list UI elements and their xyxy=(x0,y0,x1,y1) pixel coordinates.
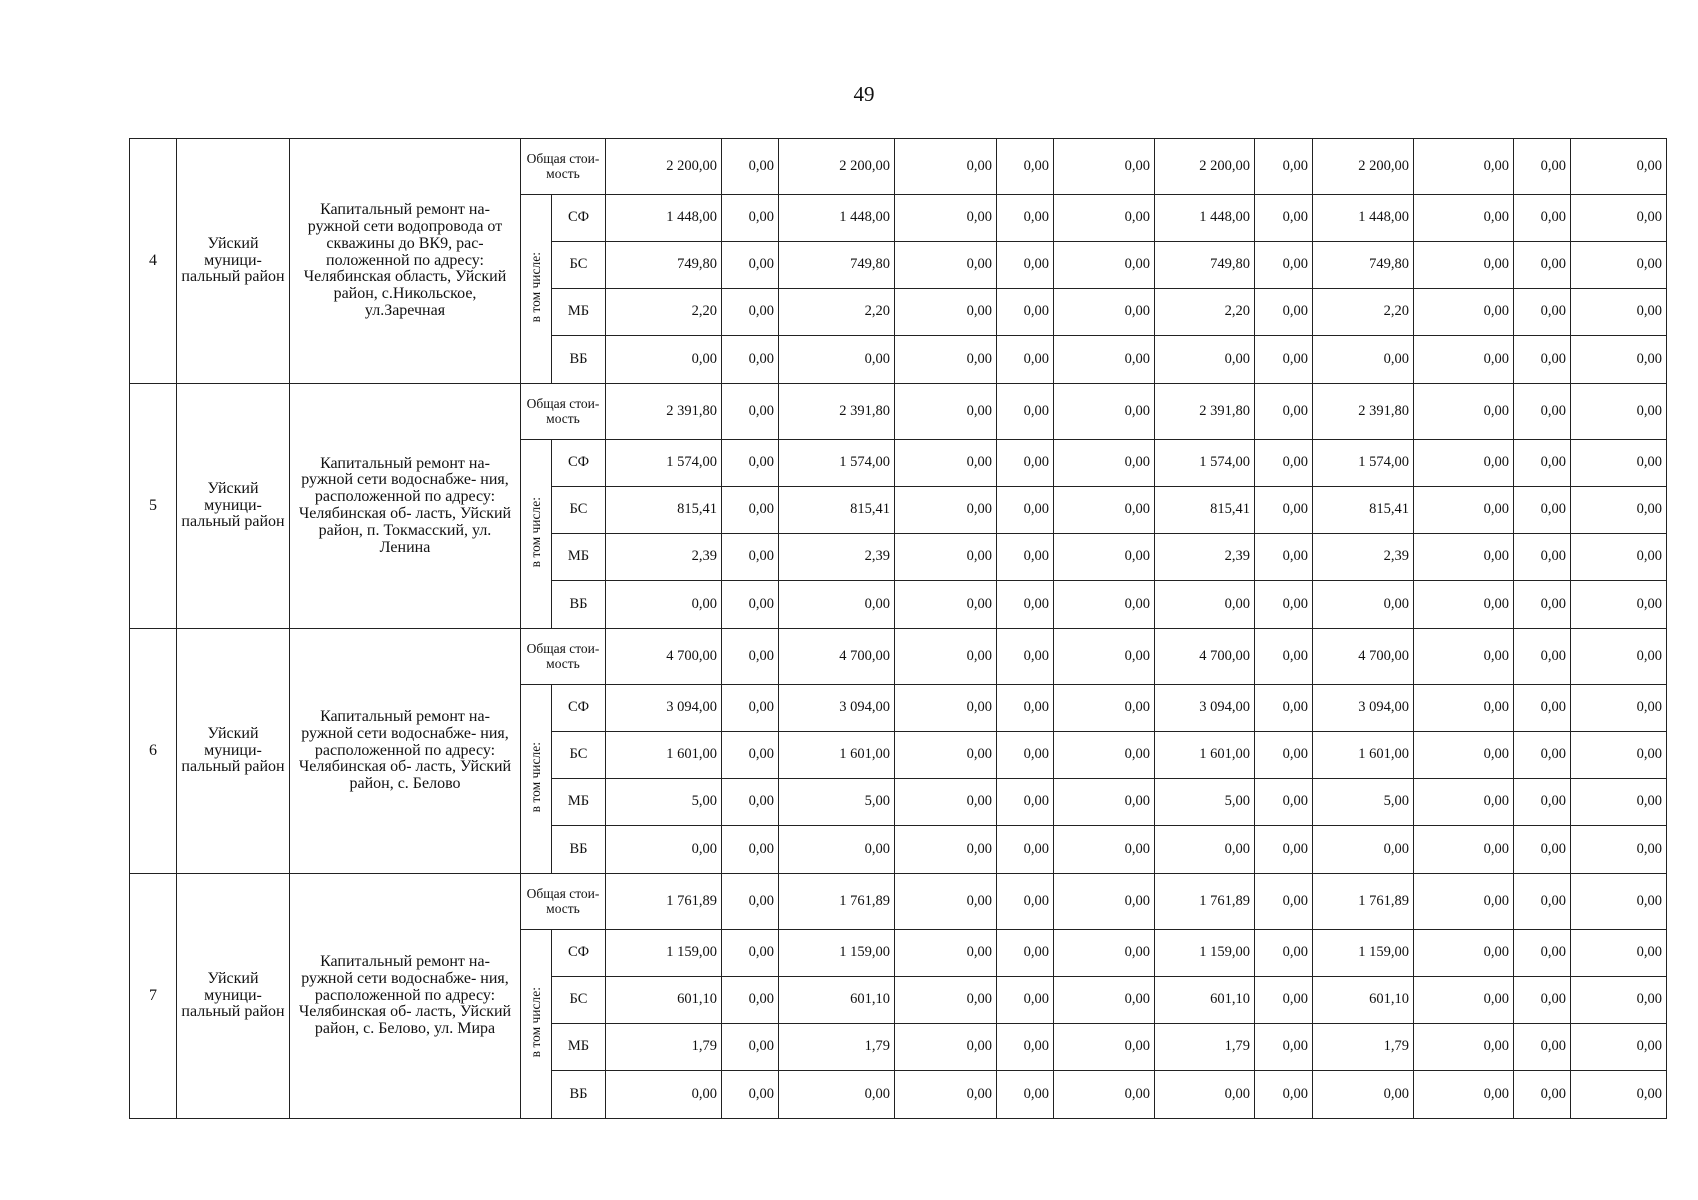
fund-value-cell: 1 448,00 xyxy=(1155,195,1255,242)
fund-value-cell: 0,00 xyxy=(1054,242,1155,289)
fund-code: БС xyxy=(552,487,606,534)
fund-value-cell: 0,00 xyxy=(722,826,779,874)
fund-value-cell: 601,10 xyxy=(1313,977,1414,1024)
fund-value-cell: 0,00 xyxy=(1054,534,1155,581)
fund-value-cell: 749,80 xyxy=(606,242,722,289)
fund-value-cell: 0,00 xyxy=(1255,1024,1313,1071)
fund-value-cell: 601,10 xyxy=(1155,977,1255,1024)
total-value-cell: 1 761,89 xyxy=(1313,874,1414,930)
fund-value-cell: 0,00 xyxy=(779,826,895,874)
fund-value-cell: 0,00 xyxy=(1054,336,1155,384)
total-cost-label: Общая стои- мость xyxy=(521,139,606,195)
fund-value-cell: 0,00 xyxy=(1571,440,1667,487)
fund-value-cell: 0,00 xyxy=(997,1071,1054,1119)
total-value-cell: 0,00 xyxy=(1571,874,1667,930)
fund-value-cell: 0,00 xyxy=(1571,336,1667,384)
fund-value-cell: 1 448,00 xyxy=(779,195,895,242)
fund-value-cell: 5,00 xyxy=(1155,779,1255,826)
fund-value-cell: 1 601,00 xyxy=(1313,732,1414,779)
fund-value-cell: 815,41 xyxy=(606,487,722,534)
fund-value-cell: 3 094,00 xyxy=(1313,685,1414,732)
total-value-cell: 0,00 xyxy=(895,384,997,440)
total-value-cell: 2 200,00 xyxy=(1313,139,1414,195)
total-value-cell: 2 391,80 xyxy=(1313,384,1414,440)
fund-value-cell: 0,00 xyxy=(997,930,1054,977)
total-value-cell: 0,00 xyxy=(722,874,779,930)
fund-value-cell: 0,00 xyxy=(1054,195,1155,242)
total-value-cell: 0,00 xyxy=(1514,874,1571,930)
fund-value-cell: 3 094,00 xyxy=(1155,685,1255,732)
fund-value-cell: 0,00 xyxy=(997,1024,1054,1071)
fund-value-cell: 0,00 xyxy=(722,195,779,242)
fund-value-cell: 0,00 xyxy=(1414,289,1514,336)
project-total-row xyxy=(130,139,1667,195)
total-value-cell: 0,00 xyxy=(1054,874,1155,930)
total-value-cell: 1 761,89 xyxy=(1155,874,1255,930)
total-value-cell: 4 700,00 xyxy=(606,629,722,685)
fund-value-cell: 0,00 xyxy=(997,826,1054,874)
fund-value-cell: 1 601,00 xyxy=(779,732,895,779)
fund-value-cell: 749,80 xyxy=(1155,242,1255,289)
fund-value-cell: 0,00 xyxy=(1514,685,1571,732)
fund-code: ВБ xyxy=(552,1071,606,1119)
project-total-row xyxy=(130,384,1667,440)
fund-value-cell: 0,00 xyxy=(722,534,779,581)
fund-code: СФ xyxy=(552,195,606,242)
total-value-cell: 0,00 xyxy=(1571,629,1667,685)
fund-code: ВБ xyxy=(552,826,606,874)
including-label xyxy=(521,685,552,874)
total-value-cell: 2 200,00 xyxy=(1155,139,1255,195)
fund-value-cell: 0,00 xyxy=(722,1024,779,1071)
fund-value-cell: 0,00 xyxy=(1514,195,1571,242)
total-value-cell: 0,00 xyxy=(1514,384,1571,440)
total-value-cell: 2 391,80 xyxy=(1155,384,1255,440)
fund-value-cell: 2,20 xyxy=(606,289,722,336)
fund-value-cell: 0,00 xyxy=(722,336,779,384)
fund-value-cell: 0,00 xyxy=(606,336,722,384)
page-number: 49 xyxy=(853,82,875,106)
project-region: Уйский муници- пальный район xyxy=(177,384,290,629)
total-value-cell: 4 700,00 xyxy=(1313,629,1414,685)
total-value-cell: 0,00 xyxy=(1054,629,1155,685)
budget-table xyxy=(129,138,1667,1119)
fund-value-cell: 0,00 xyxy=(1514,732,1571,779)
fund-code: МБ xyxy=(552,534,606,581)
fund-value-cell: 601,10 xyxy=(606,977,722,1024)
fund-code: СФ xyxy=(552,440,606,487)
fund-value-cell: 0,00 xyxy=(1255,581,1313,629)
fund-code: МБ xyxy=(552,1024,606,1071)
fund-value-cell: 0,00 xyxy=(895,779,997,826)
fund-value-cell: 0,00 xyxy=(895,732,997,779)
fund-value-cell: 1,79 xyxy=(606,1024,722,1071)
fund-value-cell: 0,00 xyxy=(1255,1071,1313,1119)
fund-value-cell: 0,00 xyxy=(722,930,779,977)
fund-value-cell: 2,39 xyxy=(779,534,895,581)
fund-value-cell: 0,00 xyxy=(895,930,997,977)
fund-value-cell: 0,00 xyxy=(779,336,895,384)
fund-value-cell: 0,00 xyxy=(1414,977,1514,1024)
fund-value-cell: 0,00 xyxy=(1255,336,1313,384)
fund-value-cell: 0,00 xyxy=(895,1071,997,1119)
fund-value-cell: 1 574,00 xyxy=(779,440,895,487)
fund-value-cell: 0,00 xyxy=(1571,1071,1667,1119)
fund-value-cell: 0,00 xyxy=(1155,336,1255,384)
fund-value-cell: 0,00 xyxy=(722,242,779,289)
fund-value-cell: 0,00 xyxy=(1571,779,1667,826)
fund-value-cell: 0,00 xyxy=(895,826,997,874)
project-region: Уйский муници- пальный район xyxy=(177,629,290,874)
total-value-cell: 0,00 xyxy=(1054,139,1155,195)
fund-value-cell: 0,00 xyxy=(1571,685,1667,732)
fund-value-cell: 0,00 xyxy=(1414,732,1514,779)
total-value-cell: 4 700,00 xyxy=(1155,629,1255,685)
fund-value-cell: 0,00 xyxy=(997,195,1054,242)
fund-value-cell: 0,00 xyxy=(1054,289,1155,336)
total-value-cell: 0,00 xyxy=(997,874,1054,930)
fund-value-cell: 0,00 xyxy=(1414,930,1514,977)
fund-value-cell: 0,00 xyxy=(1414,826,1514,874)
total-value-cell: 4 700,00 xyxy=(779,629,895,685)
fund-value-cell: 0,00 xyxy=(997,487,1054,534)
fund-value-cell: 0,00 xyxy=(1255,242,1313,289)
fund-value-cell: 0,00 xyxy=(1571,487,1667,534)
fund-value-cell: 0,00 xyxy=(1155,826,1255,874)
project-description: Капитальный ремонт на- ружной сети водоснабже- ния, расположенной по адресу: Челябинская об- ласть, Уйский район, с. Белово, ул. Мира xyxy=(290,874,521,1119)
total-cost-label: Общая стои- мость xyxy=(521,629,606,685)
fund-value-cell: 0,00 xyxy=(1514,1071,1571,1119)
fund-value-cell: 1 448,00 xyxy=(1313,195,1414,242)
total-value-cell: 0,00 xyxy=(722,384,779,440)
fund-value-cell: 0,00 xyxy=(1414,581,1514,629)
project-region: Уйский муници- пальный район xyxy=(177,139,290,384)
total-cost-label: Общая стои- мость xyxy=(521,384,606,440)
fund-value-cell: 0,00 xyxy=(1514,779,1571,826)
fund-value-cell: 0,00 xyxy=(1054,930,1155,977)
fund-value-cell: 0,00 xyxy=(606,1071,722,1119)
total-value-cell: 0,00 xyxy=(1514,139,1571,195)
fund-value-cell: 0,00 xyxy=(779,1071,895,1119)
fund-code: ВБ xyxy=(552,581,606,629)
fund-value-cell: 0,00 xyxy=(1571,195,1667,242)
fund-value-cell: 0,00 xyxy=(1054,685,1155,732)
fund-value-cell: 0,00 xyxy=(1054,440,1155,487)
total-value-cell: 1 761,89 xyxy=(606,874,722,930)
total-value-cell: 0,00 xyxy=(997,629,1054,685)
fund-value-cell: 0,00 xyxy=(1313,1071,1414,1119)
including-label-text: в том числе: xyxy=(527,251,543,323)
fund-value-cell: 0,00 xyxy=(722,685,779,732)
fund-value-cell: 0,00 xyxy=(997,581,1054,629)
total-value-cell: 2 391,80 xyxy=(606,384,722,440)
fund-value-cell: 0,00 xyxy=(1571,242,1667,289)
fund-value-cell: 5,00 xyxy=(1313,779,1414,826)
fund-value-cell: 0,00 xyxy=(1414,487,1514,534)
fund-value-cell: 0,00 xyxy=(1054,1024,1155,1071)
fund-value-cell: 0,00 xyxy=(722,440,779,487)
fund-value-cell: 1 159,00 xyxy=(1155,930,1255,977)
fund-value-cell: 0,00 xyxy=(997,685,1054,732)
total-value-cell: 0,00 xyxy=(1255,384,1313,440)
fund-value-cell: 815,41 xyxy=(1155,487,1255,534)
fund-value-cell: 0,00 xyxy=(1514,242,1571,289)
fund-value-cell: 1,79 xyxy=(779,1024,895,1071)
total-cost-label: Общая стои- мость xyxy=(521,874,606,930)
fund-value-cell: 0,00 xyxy=(606,826,722,874)
fund-value-cell: 0,00 xyxy=(1255,826,1313,874)
fund-code: СФ xyxy=(552,930,606,977)
fund-value-cell: 0,00 xyxy=(1155,581,1255,629)
fund-value-cell: 749,80 xyxy=(1313,242,1414,289)
fund-value-cell: 5,00 xyxy=(606,779,722,826)
fund-value-cell: 0,00 xyxy=(895,1024,997,1071)
fund-code: БС xyxy=(552,977,606,1024)
project-index: 7 xyxy=(130,874,177,1119)
fund-value-cell: 0,00 xyxy=(1414,242,1514,289)
fund-value-cell: 0,00 xyxy=(1571,534,1667,581)
fund-value-cell: 0,00 xyxy=(895,487,997,534)
fund-value-cell: 0,00 xyxy=(1571,977,1667,1024)
fund-value-cell: 0,00 xyxy=(722,487,779,534)
including-label-text: в том числе: xyxy=(527,496,543,568)
total-value-cell: 0,00 xyxy=(997,139,1054,195)
fund-value-cell: 0,00 xyxy=(722,289,779,336)
fund-value-cell: 0,00 xyxy=(1313,581,1414,629)
fund-value-cell: 0,00 xyxy=(997,534,1054,581)
fund-value-cell: 0,00 xyxy=(1054,1071,1155,1119)
fund-value-cell: 0,00 xyxy=(895,336,997,384)
fund-value-cell: 0,00 xyxy=(895,195,997,242)
fund-value-cell: 1 574,00 xyxy=(1155,440,1255,487)
fund-code: МБ xyxy=(552,289,606,336)
fund-value-cell: 0,00 xyxy=(1514,1024,1571,1071)
fund-value-cell: 0,00 xyxy=(895,581,997,629)
project-total-row xyxy=(130,629,1667,685)
total-value-cell: 0,00 xyxy=(1514,629,1571,685)
project-index: 4 xyxy=(130,139,177,384)
fund-value-cell: 0,00 xyxy=(1571,1024,1667,1071)
fund-value-cell: 1 448,00 xyxy=(606,195,722,242)
fund-value-cell: 0,00 xyxy=(895,685,997,732)
fund-value-cell: 0,00 xyxy=(895,977,997,1024)
total-value-cell: 2 200,00 xyxy=(606,139,722,195)
fund-value-cell: 0,00 xyxy=(1255,779,1313,826)
fund-code: БС xyxy=(552,732,606,779)
project-region: Уйский муници- пальный район xyxy=(177,874,290,1119)
fund-value-cell: 0,00 xyxy=(1571,581,1667,629)
fund-value-cell: 1 159,00 xyxy=(606,930,722,977)
total-value-cell: 0,00 xyxy=(1255,139,1313,195)
fund-value-cell: 0,00 xyxy=(1414,1024,1514,1071)
including-label xyxy=(521,930,552,1119)
fund-value-cell: 0,00 xyxy=(997,779,1054,826)
total-value-cell: 0,00 xyxy=(1255,874,1313,930)
including-label xyxy=(521,440,552,629)
fund-value-cell: 0,00 xyxy=(1571,289,1667,336)
fund-value-cell: 0,00 xyxy=(1313,826,1414,874)
total-value-cell: 2 200,00 xyxy=(779,139,895,195)
fund-value-cell: 0,00 xyxy=(1054,487,1155,534)
total-value-cell: 0,00 xyxy=(722,139,779,195)
fund-value-cell: 601,10 xyxy=(779,977,895,1024)
total-value-cell: 0,00 xyxy=(1414,139,1514,195)
total-value-cell: 0,00 xyxy=(1414,629,1514,685)
fund-value-cell: 0,00 xyxy=(1255,487,1313,534)
fund-value-cell: 1,79 xyxy=(1313,1024,1414,1071)
project-total-row xyxy=(130,874,1667,930)
fund-value-cell: 0,00 xyxy=(1255,195,1313,242)
total-value-cell: 0,00 xyxy=(1414,874,1514,930)
fund-value-cell: 1 601,00 xyxy=(1155,732,1255,779)
including-label-text: в том числе: xyxy=(527,741,543,813)
fund-value-cell: 0,00 xyxy=(1514,581,1571,629)
total-value-cell: 2 391,80 xyxy=(779,384,895,440)
fund-value-cell: 0,00 xyxy=(1514,930,1571,977)
fund-value-cell: 2,39 xyxy=(606,534,722,581)
project-description: Капитальный ремонт на- ружной сети водоснабже- ния, расположенной по адресу: Челябинская об- ласть, Уйский район, п. Токмасский, ул. Ленина xyxy=(290,384,521,629)
fund-value-cell: 0,00 xyxy=(1054,779,1155,826)
fund-value-cell: 0,00 xyxy=(1414,1071,1514,1119)
fund-value-cell: 0,00 xyxy=(895,534,997,581)
fund-value-cell: 0,00 xyxy=(1255,534,1313,581)
fund-value-cell: 0,00 xyxy=(722,581,779,629)
including-label xyxy=(521,195,552,384)
project-index: 5 xyxy=(130,384,177,629)
fund-value-cell: 2,20 xyxy=(1313,289,1414,336)
total-value-cell: 0,00 xyxy=(895,874,997,930)
fund-value-cell: 0,00 xyxy=(997,732,1054,779)
project-description: Капитальный ремонт на- ружной сети водоснабже- ния, расположенной по адресу: Челябинская об- ласть, Уйский район, с. Белово xyxy=(290,629,521,874)
total-value-cell: 0,00 xyxy=(895,139,997,195)
fund-value-cell: 1,79 xyxy=(1155,1024,1255,1071)
fund-value-cell: 0,00 xyxy=(1514,336,1571,384)
fund-value-cell: 1 601,00 xyxy=(606,732,722,779)
fund-value-cell: 0,00 xyxy=(1255,440,1313,487)
fund-value-cell: 815,41 xyxy=(779,487,895,534)
fund-value-cell: 0,00 xyxy=(1414,779,1514,826)
fund-code: СФ xyxy=(552,685,606,732)
fund-value-cell: 0,00 xyxy=(1255,685,1313,732)
fund-value-cell: 0,00 xyxy=(779,581,895,629)
fund-code: МБ xyxy=(552,779,606,826)
fund-value-cell: 0,00 xyxy=(1255,289,1313,336)
fund-value-cell: 0,00 xyxy=(1414,685,1514,732)
fund-value-cell: 0,00 xyxy=(1414,534,1514,581)
fund-value-cell: 0,00 xyxy=(722,1071,779,1119)
fund-value-cell: 0,00 xyxy=(997,977,1054,1024)
fund-value-cell: 0,00 xyxy=(895,440,997,487)
fund-value-cell: 1 574,00 xyxy=(606,440,722,487)
fund-value-cell: 0,00 xyxy=(997,336,1054,384)
fund-value-cell: 0,00 xyxy=(1571,930,1667,977)
fund-value-cell: 0,00 xyxy=(997,289,1054,336)
fund-value-cell: 0,00 xyxy=(606,581,722,629)
fund-value-cell: 0,00 xyxy=(1414,440,1514,487)
total-value-cell: 0,00 xyxy=(1414,384,1514,440)
total-value-cell: 1 761,89 xyxy=(779,874,895,930)
fund-value-cell: 2,39 xyxy=(1313,534,1414,581)
total-value-cell: 0,00 xyxy=(895,629,997,685)
fund-value-cell: 0,00 xyxy=(1571,732,1667,779)
fund-value-cell: 0,00 xyxy=(1514,977,1571,1024)
total-value-cell: 0,00 xyxy=(1571,384,1667,440)
fund-value-cell: 2,39 xyxy=(1155,534,1255,581)
fund-value-cell: 0,00 xyxy=(1414,336,1514,384)
fund-value-cell: 0,00 xyxy=(1514,534,1571,581)
fund-code: БС xyxy=(552,242,606,289)
fund-value-cell: 0,00 xyxy=(1313,336,1414,384)
fund-value-cell: 0,00 xyxy=(997,242,1054,289)
fund-value-cell: 5,00 xyxy=(779,779,895,826)
fund-value-cell: 0,00 xyxy=(895,289,997,336)
fund-value-cell: 0,00 xyxy=(997,440,1054,487)
fund-value-cell: 0,00 xyxy=(1054,977,1155,1024)
fund-value-cell: 0,00 xyxy=(1514,487,1571,534)
fund-value-cell: 0,00 xyxy=(1414,195,1514,242)
fund-value-cell: 3 094,00 xyxy=(779,685,895,732)
fund-value-cell: 3 094,00 xyxy=(606,685,722,732)
fund-code: ВБ xyxy=(552,336,606,384)
fund-value-cell: 0,00 xyxy=(722,732,779,779)
fund-value-cell: 0,00 xyxy=(722,977,779,1024)
fund-value-cell: 815,41 xyxy=(1313,487,1414,534)
fund-value-cell: 1 159,00 xyxy=(1313,930,1414,977)
project-index: 6 xyxy=(130,629,177,874)
fund-value-cell: 0,00 xyxy=(1571,826,1667,874)
fund-value-cell: 0,00 xyxy=(1514,440,1571,487)
fund-value-cell: 0,00 xyxy=(722,779,779,826)
fund-value-cell: 1 574,00 xyxy=(1313,440,1414,487)
fund-value-cell: 0,00 xyxy=(1054,732,1155,779)
fund-value-cell: 0,00 xyxy=(1255,930,1313,977)
including-label-text: в том числе: xyxy=(527,986,543,1058)
fund-value-cell: 0,00 xyxy=(1054,826,1155,874)
fund-value-cell: 0,00 xyxy=(1155,1071,1255,1119)
total-value-cell: 0,00 xyxy=(722,629,779,685)
fund-value-cell: 0,00 xyxy=(1514,826,1571,874)
project-description: Капитальный ремонт на- ружной сети водопровода от скважины до ВК9, рас- положенной по адресу: Челябинская область, Уйский район, с.Никольское, ул.Заречная xyxy=(290,139,521,384)
fund-value-cell: 0,00 xyxy=(1255,732,1313,779)
fund-value-cell: 0,00 xyxy=(1514,289,1571,336)
fund-value-cell: 2,20 xyxy=(779,289,895,336)
fund-value-cell: 0,00 xyxy=(895,242,997,289)
fund-value-cell: 749,80 xyxy=(779,242,895,289)
total-value-cell: 0,00 xyxy=(997,384,1054,440)
fund-value-cell: 2,20 xyxy=(1155,289,1255,336)
fund-value-cell: 1 159,00 xyxy=(779,930,895,977)
fund-value-cell: 0,00 xyxy=(1255,977,1313,1024)
total-value-cell: 0,00 xyxy=(1255,629,1313,685)
total-value-cell: 0,00 xyxy=(1571,139,1667,195)
total-value-cell: 0,00 xyxy=(1054,384,1155,440)
fund-value-cell: 0,00 xyxy=(1054,581,1155,629)
